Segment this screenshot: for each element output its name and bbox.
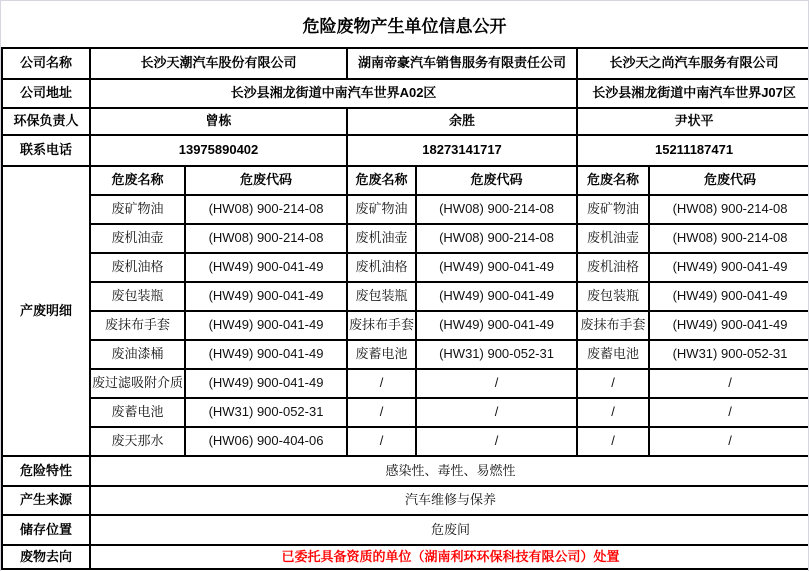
address-company-3: 长沙县湘龙街道中南汽车世界J07区: [577, 79, 809, 108]
waste-name-cell: 废蓄电池: [577, 340, 649, 369]
waste-name-cell: /: [577, 398, 649, 427]
row-label-phone: 联系电话: [2, 135, 90, 166]
hazard-row: [2, 456, 809, 486]
page-title: 危险废物产生单位信息公开: [302, 16, 507, 36]
waste-row: [2, 398, 809, 427]
waste-name-cell: /: [577, 427, 649, 456]
waste-code-cell: (HW31) 900-052-31: [416, 340, 577, 369]
waste-code-cell: (HW08) 900-214-08: [185, 195, 347, 224]
waste-name-cell: /: [347, 427, 416, 456]
waste-name-header-1: 危废名称: [90, 166, 185, 195]
waste-name-header-3: 危废名称: [577, 166, 649, 195]
waste-name-cell: 废油漆桶: [90, 340, 185, 369]
phone-1: 13975890402: [90, 135, 347, 166]
waste-code-cell: /: [416, 369, 577, 398]
waste-name-cell: 废包装瓶: [577, 282, 649, 311]
company-address-row: [2, 79, 809, 108]
waste-code-cell: (HW08) 900-214-08: [649, 195, 809, 224]
waste-name-cell: /: [347, 398, 416, 427]
source-row: [2, 486, 809, 515]
waste-name-cell: 废机油壶: [577, 224, 649, 253]
disclosure-table: [1, 47, 809, 570]
waste-code-cell: (HW49) 900-041-49: [185, 282, 347, 311]
address-companies-1-2: 长沙县湘龙街道中南汽车世界A02区: [90, 79, 577, 108]
waste-row: [2, 282, 809, 311]
waste-code-cell: (HW08) 900-214-08: [649, 224, 809, 253]
storage-value: 危废间: [90, 515, 809, 545]
waste-code-header-2: 危废代码: [416, 166, 577, 195]
waste-name-cell: 废矿物油: [90, 195, 185, 224]
waste-name-cell: 废机油壶: [347, 224, 416, 253]
waste-subheader-row: [2, 166, 809, 195]
manager-2: 余胜: [347, 108, 577, 135]
waste-name-header-2: 危废名称: [347, 166, 416, 195]
waste-code-cell: (HW08) 900-214-08: [416, 224, 577, 253]
source-value: 汽车维修与保养: [90, 486, 809, 515]
waste-name-cell: 废蓄电池: [347, 340, 416, 369]
waste-code-cell: (HW49) 900-041-49: [416, 253, 577, 282]
waste-name-cell: 废矿物油: [347, 195, 416, 224]
company-2-name: 湖南帝豪汽车销售服务有限责任公司: [347, 48, 577, 79]
waste-row: [2, 195, 809, 224]
company-3-name: 长沙天之尚汽车服务有限公司: [577, 48, 809, 79]
row-label-env-manager: 环保负责人: [2, 108, 90, 135]
waste-name-cell: 废机油格: [347, 253, 416, 282]
company-1-name: 长沙天潮汽车股份有限公司: [90, 48, 347, 79]
waste-code-cell: (HW49) 900-041-49: [649, 311, 809, 340]
destination-row: [2, 545, 809, 569]
waste-code-cell: (HW08) 900-214-08: [416, 195, 577, 224]
waste-code-cell: /: [649, 398, 809, 427]
waste-name-cell: 废过滤吸附介质: [90, 369, 185, 398]
row-label-destination: 废物去向: [2, 545, 90, 569]
waste-name-cell: 废机油壶: [90, 224, 185, 253]
waste-code-cell: (HW49) 900-041-49: [416, 311, 577, 340]
storage-row: [2, 515, 809, 545]
manager-1: 曾栋: [90, 108, 347, 135]
waste-name-cell: 废机油格: [90, 253, 185, 282]
waste-code-cell: (HW49) 900-041-49: [185, 369, 347, 398]
hazard-value: 感染性、毒性、易燃性: [90, 456, 809, 486]
row-label-waste-detail: 产废明细: [2, 166, 90, 456]
waste-code-cell: /: [649, 427, 809, 456]
waste-name-cell: 废包装瓶: [90, 282, 185, 311]
phone-row: [2, 135, 809, 166]
waste-code-cell: /: [416, 427, 577, 456]
waste-name-cell: 废抹布手套: [577, 311, 649, 340]
waste-code-cell: (HW49) 900-041-49: [185, 340, 347, 369]
destination-value: 已委托具备资质的单位（湖南利环环保科技有限公司）处置: [90, 545, 809, 569]
company-name-row: [2, 48, 809, 79]
waste-code-cell: (HW31) 900-052-31: [649, 340, 809, 369]
waste-code-cell: (HW49) 900-041-49: [649, 282, 809, 311]
manager-3: 尹状平: [577, 108, 809, 135]
waste-code-cell: (HW31) 900-052-31: [185, 398, 347, 427]
row-label-source: 产生来源: [2, 486, 90, 515]
waste-row: [2, 253, 809, 282]
waste-row: [2, 427, 809, 456]
row-label-hazard: 危险特性: [2, 456, 90, 486]
row-label-company-name: 公司名称: [2, 48, 90, 79]
waste-row: [2, 224, 809, 253]
waste-code-cell: (HW49) 900-041-49: [185, 253, 347, 282]
waste-code-header-1: 危废代码: [185, 166, 347, 195]
waste-name-cell: /: [577, 369, 649, 398]
waste-code-cell: (HW49) 900-041-49: [649, 253, 809, 282]
waste-code-cell: (HW49) 900-041-49: [185, 311, 347, 340]
phone-3: 15211187471: [577, 135, 809, 166]
waste-name-cell: 废矿物油: [577, 195, 649, 224]
waste-name-cell: 废包装瓶: [347, 282, 416, 311]
waste-code-cell: /: [416, 398, 577, 427]
phone-2: 18273141717: [347, 135, 577, 166]
waste-name-cell: 废天那水: [90, 427, 185, 456]
waste-name-cell: 废蓄电池: [90, 398, 185, 427]
waste-row: [2, 311, 809, 340]
row-label-storage: 储存位置: [2, 515, 90, 545]
waste-code-cell: /: [649, 369, 809, 398]
waste-code-cell: (HW08) 900-214-08: [185, 224, 347, 253]
waste-row: [2, 369, 809, 398]
waste-code-header-3: 危废代码: [649, 166, 809, 195]
waste-name-cell: 废抹布手套: [90, 311, 185, 340]
waste-code-cell: (HW06) 900-404-06: [185, 427, 347, 456]
waste-row: [2, 340, 809, 369]
waste-name-cell: 废机油格: [577, 253, 649, 282]
waste-name-cell: 废抹布手套: [347, 311, 416, 340]
row-label-company-address: 公司地址: [2, 79, 90, 108]
waste-name-cell: /: [347, 369, 416, 398]
env-manager-row: [2, 108, 809, 135]
waste-code-cell: (HW49) 900-041-49: [416, 282, 577, 311]
